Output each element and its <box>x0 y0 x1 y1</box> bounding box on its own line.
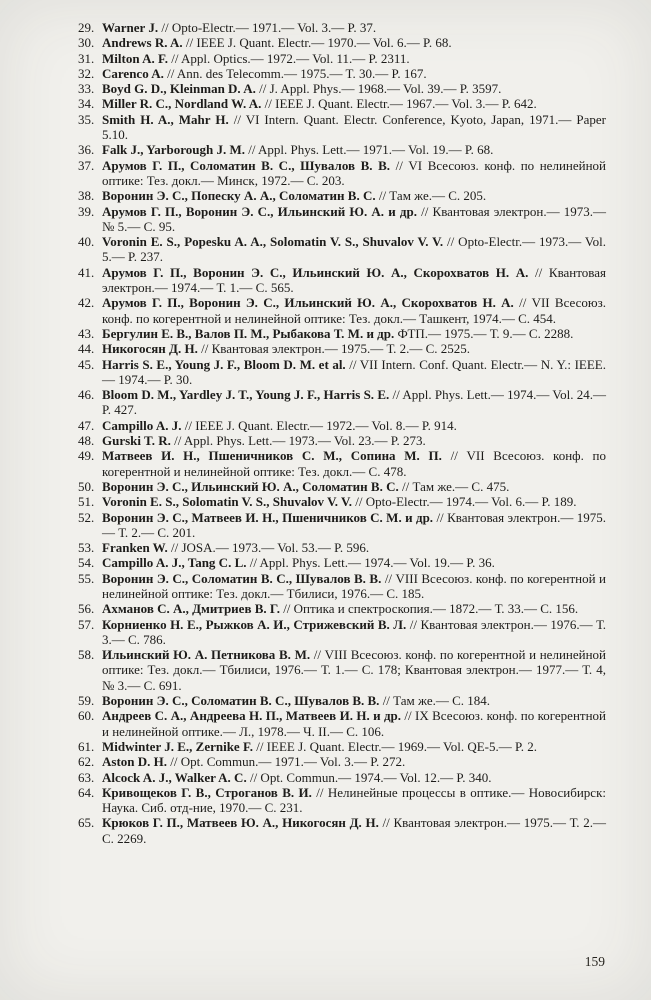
reference-item <box>78 433 606 448</box>
reference-authors: Midwinter J. E., Zernike F. <box>102 738 253 754</box>
reference-number: 46. <box>78 387 95 403</box>
reference-number: 58. <box>78 647 95 663</box>
reference-authors: Smith H. A., Mahr H. <box>102 111 229 127</box>
reference-citation-text: // Opto-Electr.— 1971.— Vol. 3.— P. 37. <box>158 20 377 35</box>
reference-authors: Bloom D. M., Yardley J. T., Young J. F., Harris S. E. <box>102 387 390 403</box>
reference-number: 59. <box>78 693 95 709</box>
reference-number: 47. <box>78 417 95 433</box>
reference-citation-text: // JOSA.— 1973.— Vol. 53.— P. 596. <box>167 540 370 556</box>
reference-item <box>78 754 606 769</box>
reference-item <box>78 708 606 739</box>
reference-authors: Franken W. <box>102 540 168 556</box>
reference-item <box>78 770 606 785</box>
reference-citation-text: // VII Intern. Conf. Quant. Electr.— N. Y.: IEEE.— 1974.— P. 30. <box>102 356 606 387</box>
reference-citation-text: // J. Appl. Phys.— 1968.— Vol. 39.— P. 3597. <box>255 81 502 97</box>
reference-citation-text: // Opto-Electr.— 1974.— Vol. 6.— P. 189. <box>352 494 577 510</box>
reference-item <box>78 66 606 81</box>
reference-authors: Арумов Г. П., Воронин Э. С., Ильинский Ю. А. и др. <box>102 203 417 219</box>
reference-item <box>78 326 606 341</box>
reference-authors: Gurski T. R. <box>102 433 171 449</box>
reference-number: 62. <box>78 754 95 770</box>
reference-citation-text: // Appl. Phys. Lett.— 1973.— Vol. 23.— P. 273. <box>170 433 426 449</box>
reference-item <box>78 494 606 509</box>
reference-number: 29. <box>78 20 95 35</box>
reference-item <box>78 295 606 326</box>
reference-list <box>78 20 606 846</box>
reference-authors: Воронин Э. С., Попеску А. А., Соломатин В. С. <box>102 188 376 204</box>
reference-citation-text: // Appl. Optics.— 1972.— Vol. 11.— P. 2311. <box>167 50 410 66</box>
reference-citation-text: ФТП.— 1975.— Т. 9.— С. 2288. <box>394 325 574 341</box>
reference-citation-text: // Appl. Phys. Lett.— 1974.— Vol. 24.— P. 427. <box>102 387 607 418</box>
reference-citation-text: // IX Всесоюз. конф. по когерентной и нелинейной оптике.— Л., 1978.— Ч. II.— С. 106. <box>102 708 606 739</box>
reference-number: 63. <box>78 769 95 785</box>
reference-number: 31. <box>78 50 95 66</box>
reference-item <box>78 739 606 754</box>
reference-item <box>78 647 606 693</box>
reference-number: 50. <box>78 478 95 494</box>
reference-number: 35. <box>78 111 95 127</box>
reference-citation-text: // Нелинейные процессы в оптике.— Новосибирск: Наука. Сиб. отд-ние, 1970.— С. 231. <box>102 784 606 816</box>
reference-citation-text: // Квантовая электрон.— 1976.— Т. 3.— С. 786. <box>102 616 606 647</box>
reference-authors: Никогосян Д. Н. <box>102 341 198 357</box>
reference-authors: Warner J. <box>102 20 159 35</box>
reference-authors: Voronin E. S., Solomatin V. S., Shuvalov V. V. <box>102 494 353 510</box>
reference-authors: Andrews R. A. <box>102 35 183 51</box>
reference-number: 48. <box>78 433 95 449</box>
reference-item <box>78 510 606 541</box>
reference-citation-text: // Квантовая электрон.— 1975.— Т. 2.— С. 201. <box>102 509 606 540</box>
reference-item <box>78 112 606 143</box>
reference-authors: Арумов Г. П., Воронин Э. С., Ильинский Ю. А., Скорохватов Н. А. <box>102 264 529 280</box>
reference-item <box>78 96 606 111</box>
reference-item <box>78 51 606 66</box>
reference-authors: Boyd G. D., Kleinman D. A. <box>102 81 256 97</box>
reference-citation-text: // VI Intern. Quant. Electr. Conference, Kyoto, Japan, 1971.— Paper 5.10. <box>102 111 606 143</box>
reference-item <box>78 555 606 570</box>
reference-number: 64. <box>78 784 95 800</box>
reference-authors: Alcock A. J., Walker A. C. <box>102 769 247 785</box>
reference-item <box>78 265 606 296</box>
reference-item <box>78 188 606 203</box>
reference-authors: Aston D. H. <box>102 754 168 770</box>
reference-authors: Воронин Э. С., Матвеев И. Н., Пшеничников С. М. и др. <box>102 509 434 525</box>
reference-authors: Carenco A. <box>102 65 164 81</box>
reference-number: 45. <box>78 356 95 372</box>
reference-item <box>78 81 606 96</box>
reference-citation-text: // IEEE J. Quant. Electr.— 1972.— Vol. 8.— P. 914. <box>181 417 457 433</box>
reference-citation-text: // VII Всесоюз. конф. по когерентной и нелинейной оптике: Тез. докл.— С. 478. <box>102 448 606 479</box>
reference-authors: Воронин Э. С., Соломатин В. С., Шувалов В. В. <box>102 570 382 586</box>
reference-citation-text: // Appl. Phys. Lett.— 1971.— Vol. 19.— P. 68. <box>245 142 494 158</box>
reference-number: 55. <box>78 570 95 586</box>
reference-item <box>78 479 606 494</box>
reference-item <box>78 142 606 157</box>
reference-authors: Campillo A. J., Tang C. L. <box>102 555 247 571</box>
reference-citation-text: // IEEE J. Quant. Electr.— 1967.— Vol. 3.— P. 642. <box>261 96 537 112</box>
reference-number: 54. <box>78 555 95 571</box>
reference-item <box>78 448 606 479</box>
reference-number: 65. <box>78 815 95 831</box>
reference-authors: Harris S. E., Young J. F., Bloom D. M. et al. <box>102 356 346 372</box>
reference-authors: Бергулин Е. В., Валов П. М., Рыбакова Т. М. и др. <box>102 325 395 341</box>
reference-authors: Матвеев И. Н., Пшеничников С. М., Сопина М. П. <box>102 448 442 464</box>
reference-item <box>78 540 606 555</box>
reference-authors: Крюков Г. П., Матвеев Ю. А., Никогосян Д. Н. <box>102 815 379 831</box>
reference-authors: Андреев С. А., Андреева Н. П., Матвеев И. Н. и др. <box>102 708 402 724</box>
reference-citation-text: // Opt. Commun.— 1971.— Vol. 3.— P. 272. <box>167 754 406 770</box>
reference-citation-text: // Opt. Commun.— 1974.— Vol. 12.— P. 340. <box>246 769 492 785</box>
reference-number: 52. <box>78 509 95 525</box>
reference-number: 56. <box>78 601 95 617</box>
reference-number: 36. <box>78 142 95 158</box>
reference-authors: Корниенко Н. Е., Рыжков А. И., Стрижевский В. Л. <box>102 616 407 632</box>
reference-citation-text: // Квантовая электрон.— 1975.— Т. 2.— С. 2525. <box>197 341 471 357</box>
reference-item <box>78 341 606 356</box>
reference-citation-text: // VIII Всесоюз. конф. по когерентной и нелинейной оптике: Тез. докл.— Тбилиси, 1976.— Т. 1.— С. 178; Квантовая электрон.— 1977.— Т. 4, № 3.— С. 691. <box>102 647 606 693</box>
reference-item <box>78 357 606 388</box>
reference-citation-text: // IEEE J. Quant. Electr.— 1969.— Vol. QE-5.— P. 2. <box>252 738 538 754</box>
reference-number: 42. <box>78 295 95 311</box>
reference-citation-text: // Ann. des Telecomm.— 1975.— T. 30.— P. 167. <box>163 65 427 81</box>
reference-number: 38. <box>78 188 95 204</box>
reference-authors: Milton A. F. <box>102 50 168 66</box>
reference-item <box>78 785 606 816</box>
reference-item <box>78 204 606 235</box>
reference-authors: Воронин Э. С., Ильинский Ю. А., Соломатин В. С. <box>102 478 399 494</box>
reference-number: 44. <box>78 341 95 357</box>
reference-authors: Воронин Э. С., Соломатин В. С., Шувалов В. В. <box>102 693 380 709</box>
reference-number: 43. <box>78 325 95 341</box>
reference-number: 40. <box>78 234 95 250</box>
reference-number: 39. <box>78 203 95 219</box>
reference-citation-text: // Appl. Phys. Lett.— 1974.— Vol. 19.— P. 36. <box>246 555 495 571</box>
reference-item <box>78 693 606 708</box>
reference-citation-text: // Оптика и спектроскопия.— 1872.— Т. 33.— С. 156. <box>279 601 579 617</box>
reference-item <box>78 387 606 418</box>
reference-citation-text: // Там же.— С. 475. <box>398 478 510 494</box>
reference-citation-text: // Квантовая электрон.— 1974.— Т. 1.— С. 565. <box>102 264 606 296</box>
reference-number: 34. <box>78 96 95 112</box>
reference-item <box>78 601 606 616</box>
reference-number: 30. <box>78 35 95 51</box>
reference-item <box>78 158 606 189</box>
reference-citation-text: // VII Всесоюз. конф. по когерентной и нелинейной оптике: Тез. докл.— Ташкент, 1974.— С. 454. <box>102 295 606 326</box>
reference-number: 33. <box>78 81 95 97</box>
reference-number: 53. <box>78 540 95 556</box>
reference-item <box>78 234 606 265</box>
reference-item <box>78 571 606 602</box>
reference-item <box>78 35 606 50</box>
reference-number: 41. <box>78 264 95 280</box>
reference-authors: Voronin E. S., Popesku A. A., Solomatin V. S., Shuvalov V. V. <box>102 234 444 250</box>
reference-citation-text: // Там же.— С. 205. <box>375 188 487 204</box>
reference-item <box>78 20 606 35</box>
reference-authors: Falk J., Yarborough J. M. <box>102 142 246 158</box>
reference-citation-text: // Квантовая электрон.— 1973.— № 5.— С. 95. <box>102 203 606 234</box>
reference-authors: Ахманов С. А., Дмитриев В. Г. <box>102 601 280 617</box>
reference-citation-text: // Квантовая электрон.— 1975.— Т. 2.— С. 2269. <box>102 815 606 846</box>
page-number: 159 <box>584 954 605 969</box>
reference-number: 49. <box>78 448 95 464</box>
reference-number: 32. <box>78 65 95 81</box>
reference-authors: Campillo A. J. <box>102 417 182 433</box>
reference-authors: Ильинский Ю. А. Петникова В. М. <box>102 647 311 663</box>
reference-number: 57. <box>78 616 95 632</box>
reference-citation-text: // Там же.— С. 184. <box>379 693 491 709</box>
reference-number: 37. <box>78 157 95 173</box>
reference-citation-text: // VIII Всесоюз. конф. по когерентной и нелинейной оптике: Тез. докл.— Тбилиси, 1976.— С. 185. <box>102 570 606 601</box>
reference-item <box>78 418 606 433</box>
reference-item <box>78 617 606 648</box>
reference-authors: Miller R. C., Nordland W. A. <box>102 96 262 112</box>
reference-authors: Арумов Г. П., Воронин Э. С., Ильинский Ю. А., Скорохватов Н. А. <box>102 295 514 311</box>
reference-citation-text: // IEEE J. Quant. Electr.— 1970.— Vol. 6.— P. 68. <box>182 35 452 51</box>
reference-citation-text: // VI Всесоюз. конф. по нелинейной оптике: Тез. докл.— Минск, 1972.— С. 203. <box>102 157 606 188</box>
reference-authors: Арумов Г. П., Соломатин В. С., Шувалов В. В. <box>102 157 391 173</box>
reference-number: 60. <box>78 708 95 724</box>
reference-number: 51. <box>78 494 95 510</box>
reference-number: 61. <box>78 738 95 754</box>
reference-authors: Кривощеков Г. В., Строганов В. И. <box>102 784 312 800</box>
reference-item <box>78 815 606 846</box>
reference-citation-text: // Opto-Electr.— 1973.— Vol. 5.— P. 237. <box>102 234 606 265</box>
